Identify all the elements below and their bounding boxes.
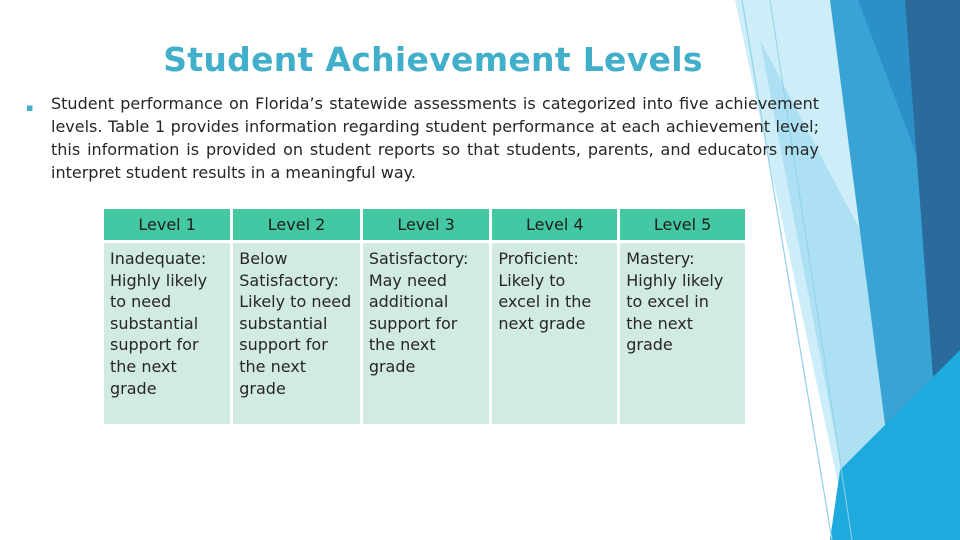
achievement-levels-table	[104, 209, 745, 424]
cell-level-5: Mastery: Highly likely to excel in the next grade	[619, 242, 745, 425]
table-header-row	[104, 209, 745, 242]
header-level-4: Level 4	[491, 209, 619, 242]
header-level-5: Level 5	[619, 209, 745, 242]
bullet-icon: ▪	[26, 101, 34, 114]
cell-level-4: Proficient: Likely to excel in the next grade	[491, 242, 619, 425]
header-level-3: Level 3	[361, 209, 491, 242]
cell-level-2: Below Satisfactory: Likely to need substantial support for the next grade	[232, 242, 362, 425]
body-paragraph: Student performance on Florida’s statewide assessments is categorized into five achievement levels. Table 1 provides information regarding student performance at each achievement level; this information is provided on student reports so that students, parents, and educators may interpret student results in a meaningful way.	[51, 94, 819, 182]
table-row	[104, 242, 745, 425]
header-level-1: Level 1	[104, 209, 232, 242]
header-level-2: Level 2	[232, 209, 362, 242]
cell-level-1: Inadequate: Highly likely to need substantial support for the next grade	[104, 242, 232, 425]
cell-level-3: Satisfactory: May need additional support for the next grade	[361, 242, 491, 425]
slide-title: Student Achievement Levels	[163, 40, 703, 79]
